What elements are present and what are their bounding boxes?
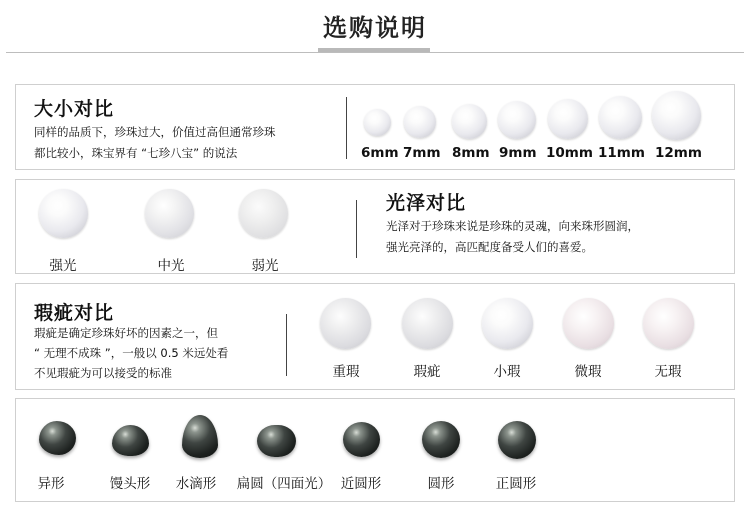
luster-divider [356, 200, 357, 258]
pearl-flaw-flawed [402, 298, 453, 349]
flaw-label-none: 无瑕 [654, 364, 682, 380]
size-label-10mm: 10mm [546, 145, 593, 161]
pearl-7mm [404, 106, 436, 138]
size-desc-line-2: 都比较小，珠宝界有 “七珍八宝” 的说法 [34, 146, 238, 160]
shape-label-button: 馒头形 [109, 476, 151, 492]
page-title: 选购说明 [323, 14, 427, 42]
pearl-shape-irregular [39, 421, 76, 455]
pearl-10mm [548, 99, 588, 139]
title-divider [6, 52, 744, 53]
size-panel [15, 84, 735, 170]
pearl-shape-near-round [343, 422, 380, 457]
pearl-11mm [599, 96, 642, 139]
pearl-9mm [498, 101, 536, 139]
shape-label-irregular: 异形 [37, 476, 65, 492]
size-label-11mm: 11mm [598, 145, 645, 161]
shape-label-near-round: 近圆形 [340, 476, 382, 492]
luster-desc-line-2: 强光亮泽的，高匹配度备受人们的喜爱。 [386, 240, 593, 254]
luster-label-weak: 弱光 [251, 258, 279, 274]
pearl-luster-strong [39, 189, 88, 238]
size-label-7mm: 7mm [403, 145, 441, 161]
flaw-desc-line-1: 瑕疵是确定珍珠好坏的因素之一，但 [34, 326, 218, 340]
flaw-label-heavy: 重瑕 [332, 364, 360, 380]
luster-desc-line-1: 光泽对于珍珠来说是珍珠的灵魂，向来珠形圆润， [386, 219, 639, 233]
size-label-9mm: 9mm [499, 145, 537, 161]
size-label-8mm: 8mm [452, 145, 490, 161]
luster-label-strong: 强光 [49, 258, 77, 274]
shape-label-perfect-round: 正圆形 [495, 476, 537, 492]
size-label-6mm: 6mm [361, 145, 399, 161]
pearl-shape-button [112, 425, 149, 456]
pearl-8mm [452, 104, 487, 139]
pearl-6mm [364, 109, 391, 136]
pearl-flaw-heavy [320, 298, 371, 349]
luster-label-medium: 中光 [157, 258, 185, 274]
pearl-luster-medium [145, 189, 194, 238]
title-accent [318, 48, 430, 52]
pearl-shape-perfect-round [498, 421, 536, 459]
size-desc-line-1: 同样的品质下，珍珠过大，价值过高但通常珍珠 [34, 125, 276, 139]
flaw-heading: 瑕疵对比 [34, 302, 115, 324]
shape-label-round: 圆形 [427, 476, 455, 492]
size-label-12mm: 12mm [655, 145, 702, 161]
luster-heading: 光泽对比 [386, 192, 467, 214]
flaw-label-minor: 小瑕 [493, 364, 521, 380]
pearl-12mm [652, 91, 701, 140]
size-divider [346, 97, 347, 159]
luster-panel [15, 179, 735, 274]
shape-label-drop: 水滴形 [175, 476, 217, 492]
flaw-label-slight: 微瑕 [574, 364, 602, 380]
pearl-flaw-slight [563, 298, 614, 349]
flaw-label-flawed: 瑕疵 [413, 364, 441, 380]
flaw-panel [15, 283, 735, 390]
flaw-divider [286, 314, 287, 376]
pearl-shape-drop [182, 415, 218, 458]
pearl-shape-round [422, 421, 460, 458]
size-heading: 大小对比 [34, 98, 115, 120]
shape-label-oblate: 扁圆（四面光） [236, 476, 332, 492]
pearl-flaw-minor [482, 298, 533, 349]
flaw-desc-line-2: “ 无理不成珠 ”，一般以 0.5 米远处看 [34, 346, 229, 360]
pearl-flaw-none [643, 298, 694, 349]
flaw-desc-line-3: 不见瑕疵为可以接受的标准 [34, 366, 172, 380]
shape-panel [15, 398, 735, 502]
pearl-shape-oblate [257, 425, 296, 457]
pearl-luster-weak [239, 189, 288, 238]
